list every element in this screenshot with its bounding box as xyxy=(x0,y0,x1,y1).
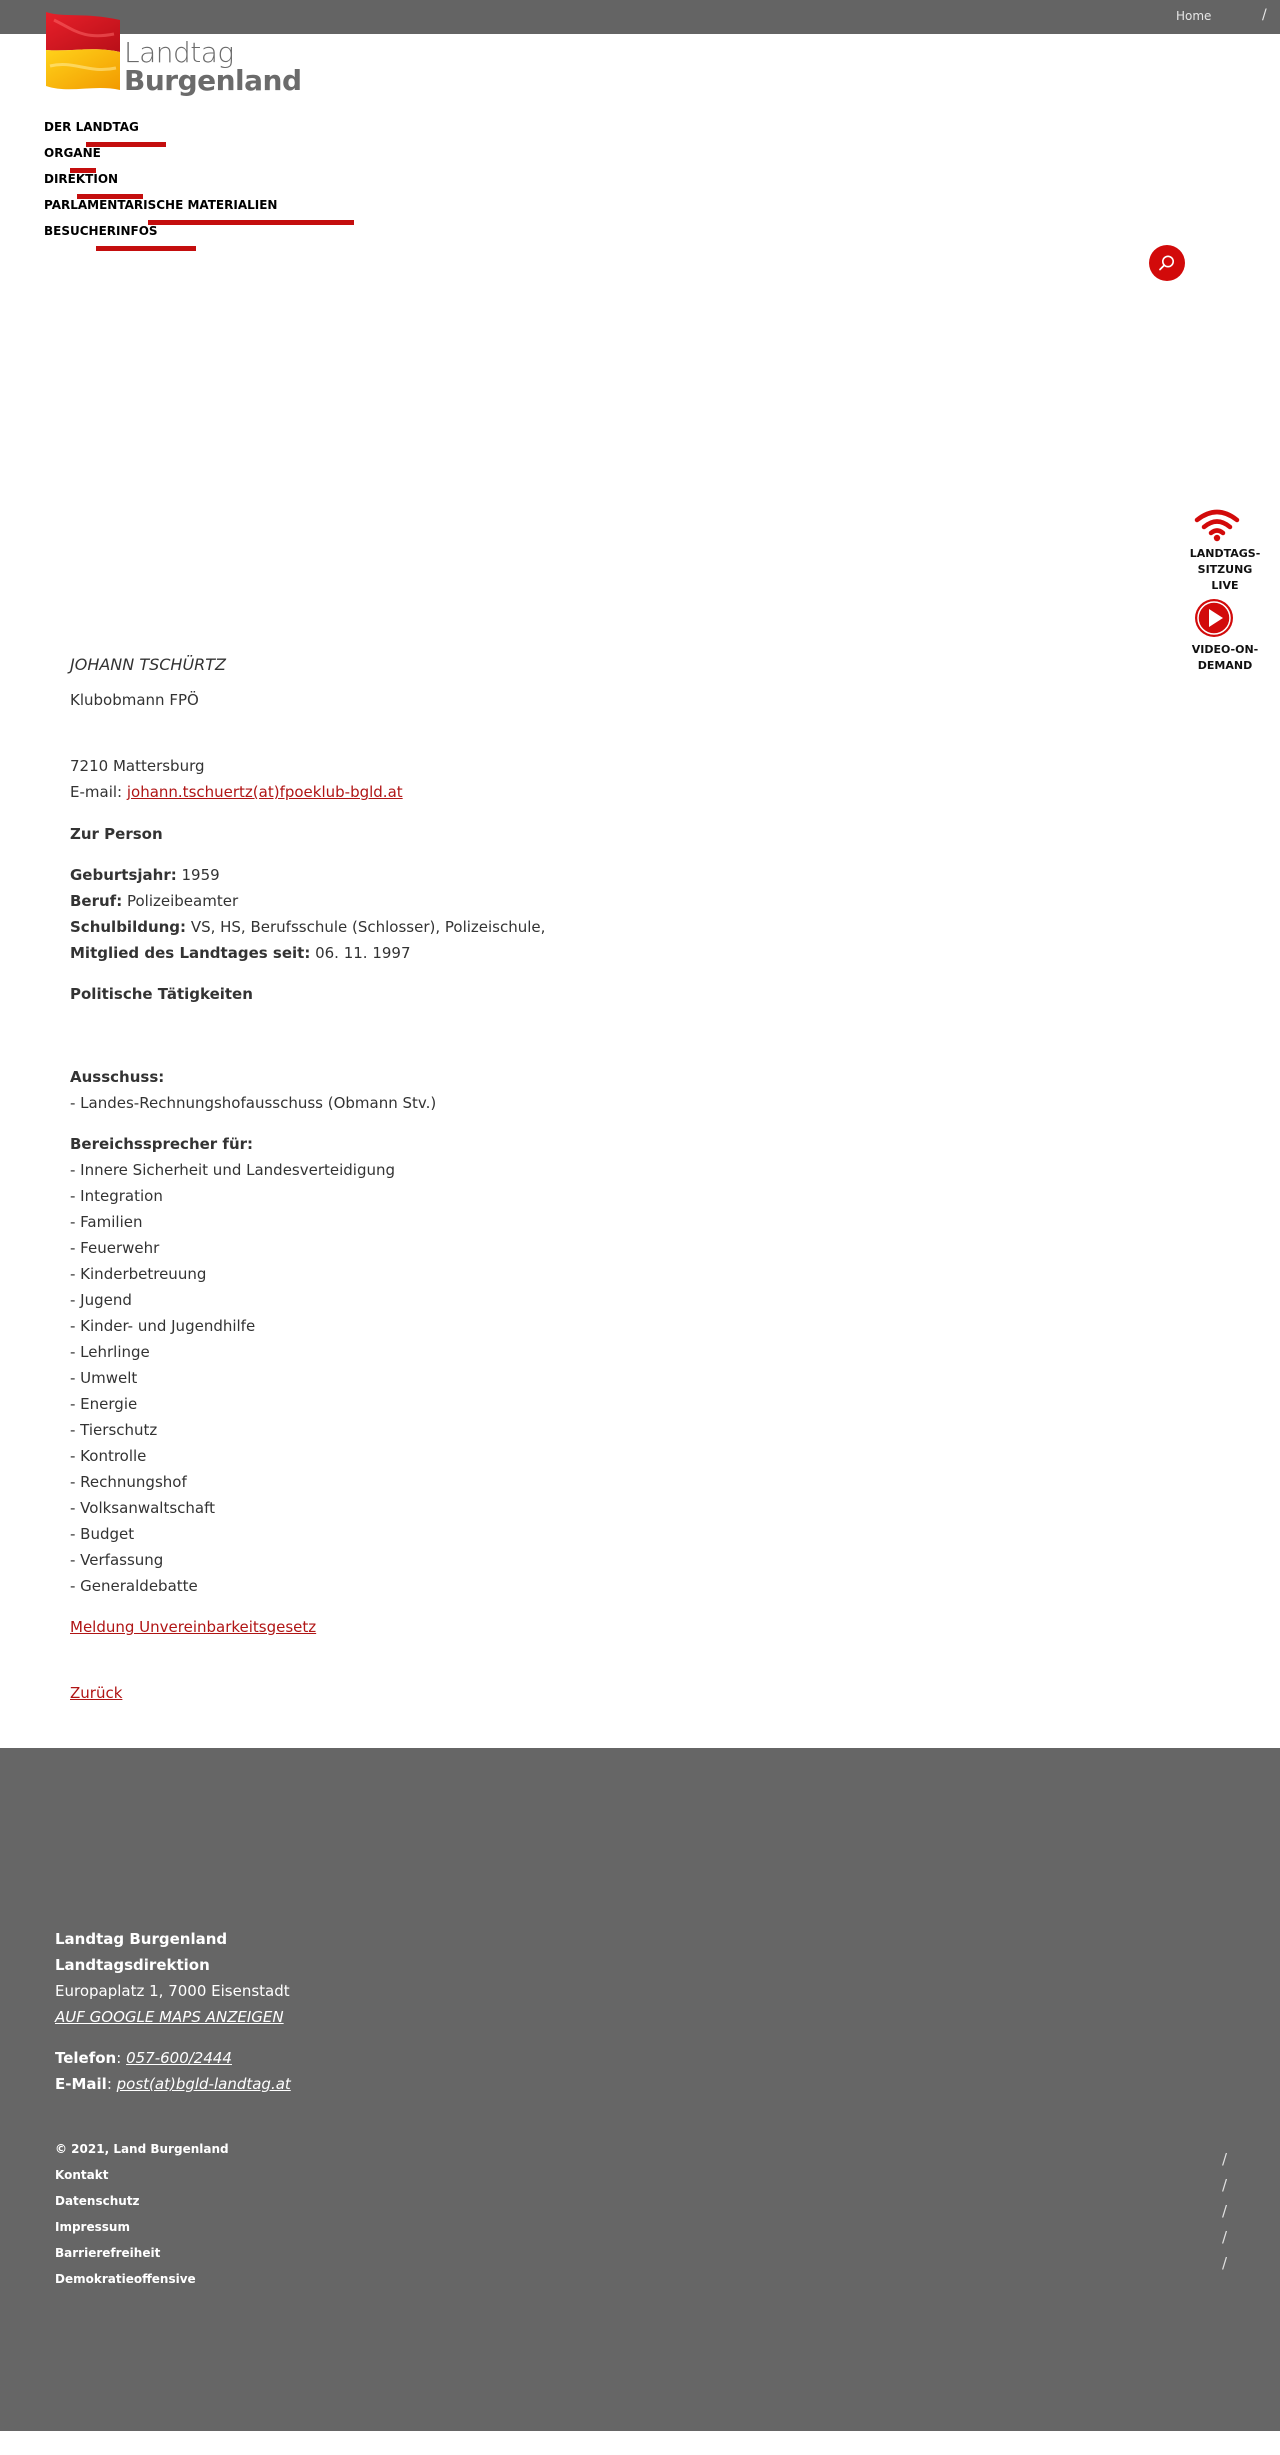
birth-value: 1959 xyxy=(176,866,220,884)
list-item: - Tierschutz xyxy=(70,1421,158,1439)
nav-item-besucherinfos[interactable] xyxy=(44,224,277,250)
footer-link-barrierefreiheit[interactable]: Barrierefreiheit xyxy=(55,2246,161,2260)
section-heading-politics: Politische Tätigkeiten xyxy=(70,985,253,1003)
member-email-line xyxy=(70,779,970,805)
member-address: 7210 Mattersburg xyxy=(70,757,205,775)
google-maps-link[interactable]: AUF GOOGLE MAPS ANZEIGEN xyxy=(55,2008,284,2026)
birth-year xyxy=(70,862,970,888)
search-button[interactable] xyxy=(1149,245,1185,281)
video-on-demand-button[interactable] xyxy=(1184,598,1266,674)
list-item: - Kontrolle xyxy=(70,1447,147,1465)
job xyxy=(70,888,970,914)
logo-line-1: Landtag xyxy=(124,36,234,69)
footer-separators xyxy=(1222,2146,1227,2276)
section-heading-person: Zur Person xyxy=(70,825,163,843)
nav-label: DIREKTION xyxy=(44,172,119,186)
school-value: VS, HS, Berufsschule (Schlosser), Polizeischule, xyxy=(186,918,546,936)
nav-label: ORGANE xyxy=(44,146,101,160)
footer-mail-line: E-Mail: post(at)bgld-landtag.at xyxy=(55,2075,291,2093)
email-link[interactable]: johann.tschuertz(at)fpoeklub-bgld.at xyxy=(126,783,403,801)
nav-label: DER LANDTAG xyxy=(44,120,139,134)
list-item: - Rechnungshof xyxy=(70,1473,187,1491)
footer-address xyxy=(55,1926,291,2097)
phone-label: Telefon xyxy=(55,2049,117,2067)
phone-link[interactable]: 057-600/2444 xyxy=(126,2049,232,2067)
nav-label: BESUCHERINFOS xyxy=(44,224,158,238)
nav-item-organe[interactable] xyxy=(44,146,277,172)
top-separator: / xyxy=(1262,7,1267,23)
job-value: Polizeibeamter xyxy=(122,892,239,910)
list-item: - Generaldebatte xyxy=(70,1577,198,1595)
spokesperson-list xyxy=(70,1157,970,1599)
nav-item-direktion[interactable] xyxy=(44,172,277,198)
footer-phone-line: Telefon: 057-600/2444 xyxy=(55,2049,232,2067)
mail-label: E-Mail xyxy=(55,2075,107,2093)
live-session-button[interactable] xyxy=(1184,508,1266,594)
vod-label-2: DEMAND xyxy=(1197,659,1253,672)
list-item: - Jugend xyxy=(70,1291,132,1309)
spokesperson-heading: Bereichssprecher für: xyxy=(70,1135,254,1153)
member-since-label: Mitglied des Landtages seit: xyxy=(70,944,311,962)
separator: / xyxy=(1222,2202,1228,2220)
list-item: - Energie xyxy=(70,1395,138,1413)
list-item: - Innere Sicherheit und Landesverteidigung xyxy=(70,1161,396,1179)
member-profile xyxy=(70,652,970,1706)
home-link[interactable]: Home xyxy=(1176,9,1212,23)
list-item: - Familien xyxy=(70,1213,143,1231)
play-icon xyxy=(1194,598,1234,638)
incompatibility-link[interactable]: Meldung Unvereinbarkeitsgesetz xyxy=(70,1618,317,1636)
site-footer xyxy=(0,1748,1280,2431)
nav-item-parlamentarische-materialien[interactable] xyxy=(44,198,277,224)
back-link[interactable]: Zurück xyxy=(70,1684,123,1702)
main-navigation xyxy=(44,120,277,250)
footer-links xyxy=(55,2136,229,2292)
live-label-1: LANDTAGS- xyxy=(1189,547,1261,560)
school xyxy=(70,914,970,940)
footer-street: Europaplatz 1, 7000 Eisenstadt xyxy=(55,1982,290,2000)
separator: / xyxy=(1222,2254,1228,2272)
member-since xyxy=(70,940,970,966)
separator: / xyxy=(1222,2176,1228,2194)
footer-link-datenschutz[interactable]: Datenschutz xyxy=(55,2194,140,2208)
nav-item-der-landtag[interactable] xyxy=(44,120,277,146)
separator: / xyxy=(1222,2150,1228,2168)
email-label: E-mail: xyxy=(70,783,127,801)
birth-label: Geburtsjahr: xyxy=(70,866,177,884)
flag-icon xyxy=(44,10,122,92)
live-label-2: SITZUNG LIVE xyxy=(1197,563,1253,592)
list-item: - Volksanwaltschaft xyxy=(70,1499,215,1517)
job-label: Beruf: xyxy=(70,892,123,910)
school-label: Schulbildung: xyxy=(70,918,187,936)
nav-label: PARLAMENTARISCHE MATERIALIEN xyxy=(44,198,278,212)
search-icon xyxy=(1158,254,1176,272)
list-item: - Umwelt xyxy=(70,1369,138,1387)
committee-item: - Landes-Rechnungshofausschuss (Obmann Stv.) xyxy=(70,1094,437,1112)
member-role: Klubobmann FPÖ xyxy=(70,691,199,709)
list-item: - Verfassung xyxy=(70,1551,164,1569)
incompatibility-line xyxy=(70,1614,970,1640)
list-item: - Kinder- und Jugendhilfe xyxy=(70,1317,256,1335)
logo-line-2: Burgenland xyxy=(124,64,302,97)
list-item: - Integration xyxy=(70,1187,163,1205)
footer-maps-line xyxy=(55,2004,291,2030)
footer-org: Landtag Burgenland xyxy=(55,1930,228,1948)
list-item: - Lehrlinge xyxy=(70,1343,150,1361)
committee-heading: Ausschuss: xyxy=(70,1068,165,1086)
mail-link[interactable]: post(at)bgld-landtag.at xyxy=(116,2075,291,2093)
member-name: JOHANN TSCHÜRTZ xyxy=(70,655,227,674)
footer-link-kontakt[interactable]: Kontakt xyxy=(55,2168,109,2182)
member-since-value: 06. 11. 1997 xyxy=(310,944,411,962)
copyright: © 2021, Land Burgenland xyxy=(55,2142,229,2156)
list-item: - Kinderbetreuung xyxy=(70,1265,207,1283)
list-item: - Budget xyxy=(70,1525,135,1543)
footer-dept: Landtagsdirektion xyxy=(55,1956,210,1974)
footer-link-demokratieoffensive[interactable]: Demokratieoffensive xyxy=(55,2272,196,2286)
separator: / xyxy=(1222,2228,1228,2246)
list-item: - Feuerwehr xyxy=(70,1239,160,1257)
nav-underline xyxy=(96,246,196,251)
vod-label-1: VIDEO-ON- xyxy=(1191,643,1259,656)
wifi-icon xyxy=(1194,508,1240,542)
site-logo[interactable] xyxy=(44,10,302,100)
footer-link-impressum[interactable]: Impressum xyxy=(55,2220,130,2234)
back-line xyxy=(70,1680,970,1706)
